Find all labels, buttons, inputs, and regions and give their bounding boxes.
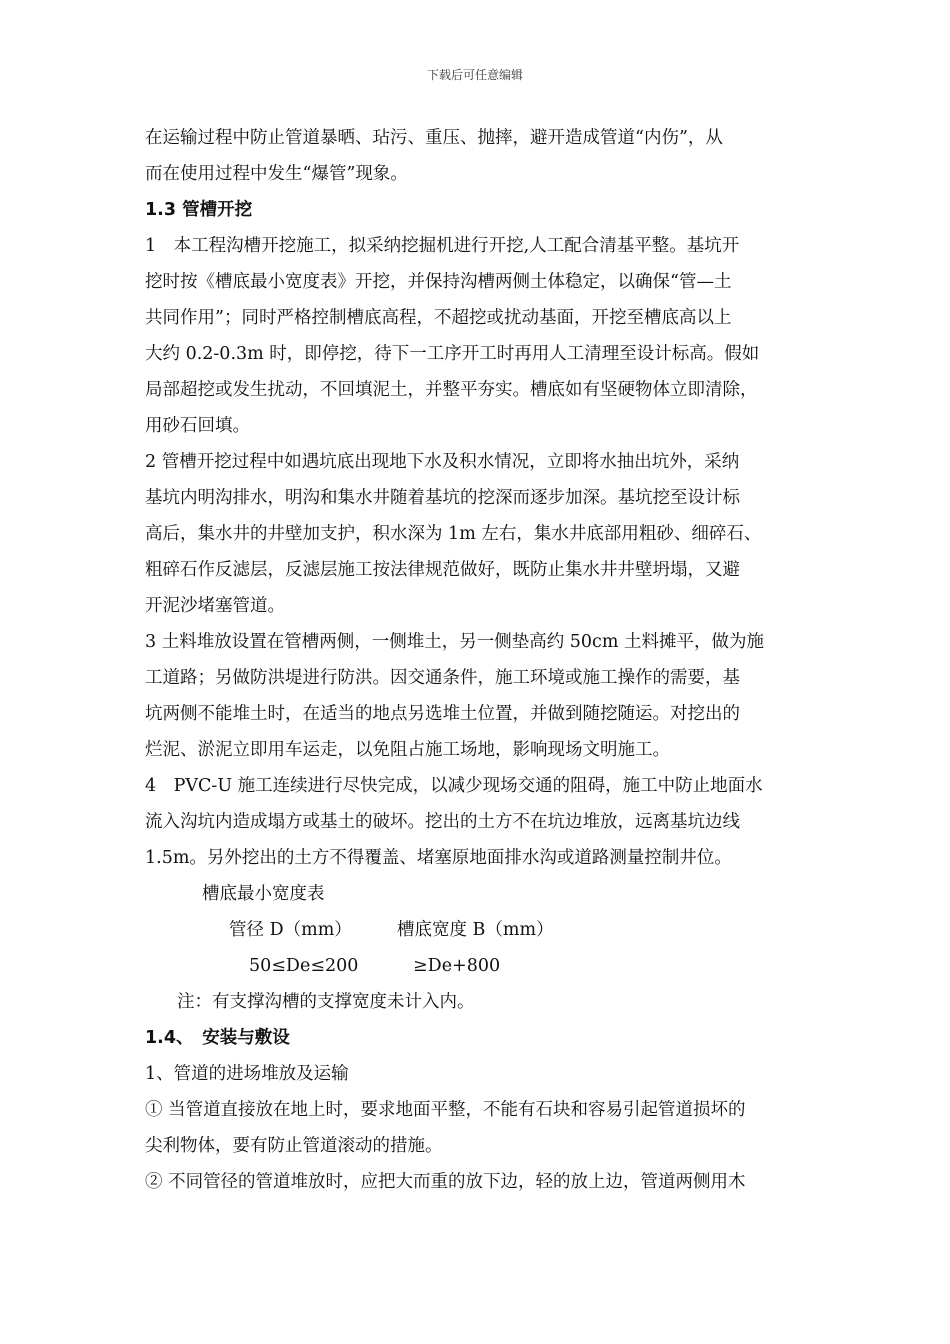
width-table-title: 槽底最小宽度表	[202, 884, 325, 904]
paragraph-line: 烂泥、淤泥立即用车运走，以免阻占施工场地，影响现场文明施工。	[145, 740, 670, 760]
width-table-cell: 50≤De≤200	[249, 956, 359, 976]
paragraph-line: ② 不同管径的管道堆放时，应把大而重的放下边，轻的放上边，管道两侧用木	[145, 1172, 746, 1192]
paragraph-line: 局部超挖或发生扰动，不回填泥土，并整平夯实。槽底如有坚硬物体立即清除，	[145, 380, 758, 400]
paragraph-line: 而在使用过程中发生“爆管”现象。	[145, 164, 408, 184]
paragraph-line: 3 土料堆放设置在管槽两侧，一侧堆土，另一侧垫高约 50cm 土料摊平，做为施	[145, 632, 764, 652]
paragraph-line: 高后，集水井的井壁加支护，积水深为 1m 左右，集水井底部用粗砂、细碎石、	[145, 524, 762, 544]
paragraph-line: 1、管道的进场堆放及运输	[145, 1064, 349, 1084]
paragraph-line: 流入沟坑内造成塌方或基土的破坏。挖出的土方不在坑边堆放，远离基坑边线	[145, 812, 740, 832]
paragraph-line: 尖利物体，要有防止管道滚动的措施。	[145, 1136, 443, 1156]
document-body	[145, 120, 825, 1200]
width-table-header-row	[145, 912, 825, 948]
paragraph-line: 坑两侧不能堆土时，在适当的地点另选堆土位置，并做到随挖随运。对挖出的	[145, 704, 740, 724]
paragraph-line: 在运输过程中防止管道暴晒、玷污、重压、抛摔，避开造成管道“内伤”，从	[145, 128, 723, 148]
width-table-col2-header: 槽底宽度 B（mm）	[397, 920, 554, 940]
paragraph-line: 用砂石回填。	[145, 416, 250, 436]
paragraph-line: 共同作用”；同时严格控制槽底高程，不超挖或扰动基面，开挖至槽底高以上	[145, 308, 732, 328]
paragraph-line: ① 当管道直接放在地上时，要求地面平整，不能有石块和容易引起管道损坏的	[145, 1100, 746, 1120]
paragraph-line: 粗碎石作反滤层，反滤层施工按法律规范做好，既防止集水井井壁坍塌，又避	[145, 560, 740, 580]
paragraph-line: 大约 0.2-0.3m 时，即停挖，待下一工序开工时再用人工清理至设计标高。假如	[145, 344, 760, 364]
width-table-row	[145, 948, 825, 984]
paragraph-line: 工道路；另做防洪堤进行防洪。因交通条件，施工环境或施工操作的需要，基	[145, 668, 740, 688]
paragraph-line: 1.5m。另外挖出的土方不得覆盖、堵塞原地面排水沟或道路测量控制井位。	[145, 848, 732, 868]
width-table-cell: ≥De+800	[413, 956, 501, 976]
paragraph-line: 2 管槽开挖过程中如遇坑底出现地下水及积水情况，立即将水抽出坑外，采纳	[145, 452, 740, 472]
paragraph-line: 1 本工程沟槽开挖施工，拟采纳挖掘机进行开挖,人工配合清基平整。基坑开	[145, 236, 740, 256]
width-table-col1-header: 管径 D（mm）	[229, 920, 352, 940]
paragraph-line: 挖时按《槽底最小宽度表》开挖，并保持沟槽两侧土体稳定，以确保“管—土	[145, 272, 732, 292]
page-header-note: 下载后可任意编辑	[426, 68, 523, 82]
paragraph-line: 开泥沙堵塞管道。	[145, 596, 285, 616]
section-heading-1-3: 1.3 管槽开挖	[145, 200, 253, 220]
width-table-note-row	[145, 984, 825, 1020]
paragraph-line: 4 PVC-U 施工连续进行尽快完成，以减少现场交通的阻碍，施工中防止地面水	[145, 776, 763, 796]
section-heading-1-4: 1.4、 安装与敷设	[145, 1028, 290, 1048]
width-table-title-row	[145, 876, 825, 912]
paragraph-line: 基坑内明沟排水，明沟和集水井随着基坑的挖深而逐步加深。基坑挖至设计标	[145, 488, 740, 508]
width-table-note: 注：有支撑沟槽的支撑宽度未计入内。	[177, 992, 475, 1012]
